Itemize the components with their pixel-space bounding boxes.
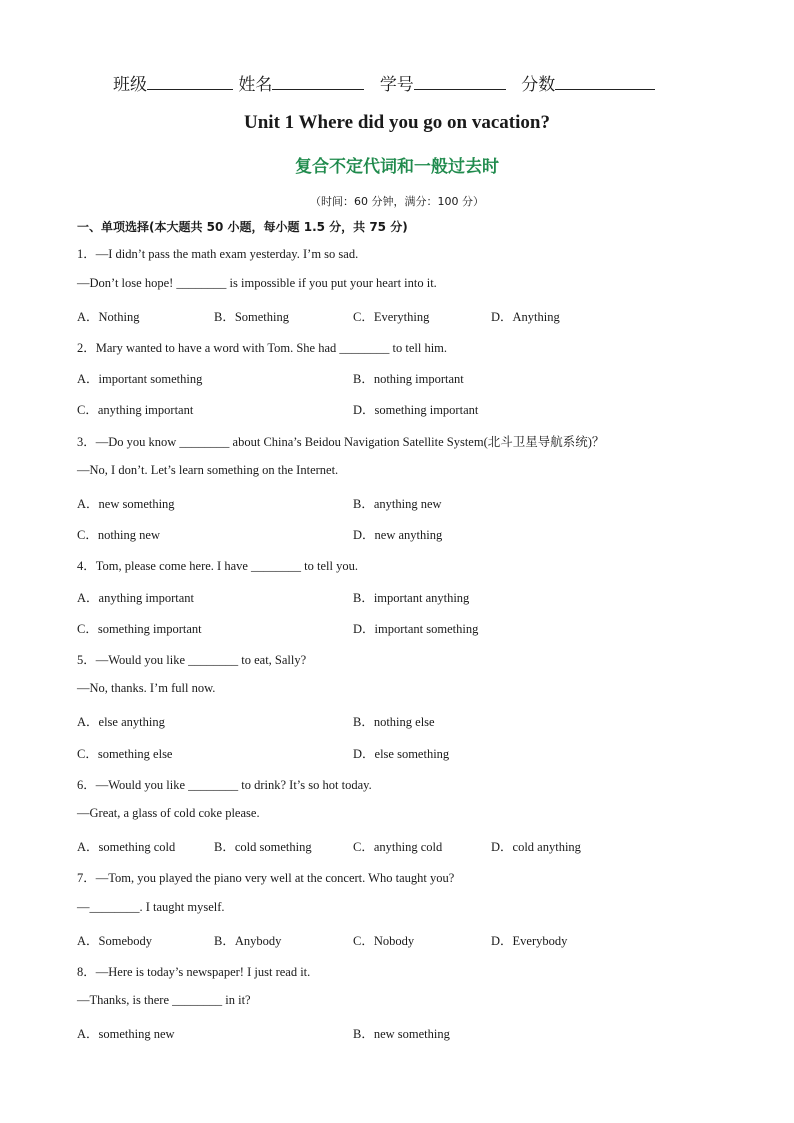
question-8-option-a[interactable]: A．something new (77, 1027, 175, 1041)
question-4-option-c[interactable]: C．something important (77, 622, 202, 636)
question-5-option-b[interactable]: B．nothing else (353, 715, 435, 729)
question-3-stem: 3．—Do you know ________ about China’s Beidou Navigation Satellite System(北斗卫星导航系统)？ (77, 435, 605, 449)
question-1-stem: 1．—I didn’t pass the math exam yesterday. I’m so sad. (77, 247, 359, 261)
class-label: 班级 (113, 75, 147, 95)
question-4-option-a[interactable]: A．anything important (77, 591, 194, 605)
question-8-reply: —Thanks, is there ________ in it? (77, 993, 251, 1007)
question-5-option-a[interactable]: A．else anything (77, 715, 165, 729)
question-4-stem: 4．Tom, please come here. I have ________ to tell you. (77, 559, 358, 573)
question-6-option-d[interactable]: D．cold anything (491, 840, 581, 854)
question-5-stem: 5．—Would you like ________ to eat, Sally? (77, 653, 307, 667)
id-blank[interactable] (414, 74, 506, 90)
question-7-option-b[interactable]: B．Anybody (214, 934, 282, 948)
question-2-option-b[interactable]: B．nothing important (353, 372, 464, 386)
page-subtitle: 复合不定代词和一般过去时 (295, 157, 499, 177)
id-label: 学号 (379, 75, 414, 95)
name-blank[interactable] (272, 74, 364, 90)
question-6-option-b[interactable]: B．cold something (214, 840, 312, 854)
question-1-option-a[interactable]: A．Nothing (77, 310, 140, 324)
question-6-stem: 6．—Would you like ________ to drink? It’s so hot today. (77, 778, 372, 792)
question-1-reply: —Don’t lose hope! ________ is impossible if you put your heart into it. (77, 276, 437, 290)
question-3-option-a[interactable]: A．new something (77, 497, 175, 511)
question-3-option-b[interactable]: B．anything new (353, 497, 442, 511)
question-2-stem: 2．Mary wanted to have a word with Tom. She had ________ to tell him. (77, 341, 448, 355)
question-3-reply: —No, I don’t. Let’s learn something on the Internet. (77, 463, 339, 477)
question-5-reply: —No, thanks. I’m full now. (77, 681, 216, 695)
section-heading: 一、单项选择(本大题共 50 小题，每小题 1.5 分，共 75 分) (77, 220, 408, 234)
question-7-reply: —________. I taught myself. (77, 900, 225, 914)
question-2-option-d[interactable]: D．something important (353, 403, 479, 417)
question-6-reply: —Great, a glass of cold coke please. (77, 806, 260, 820)
question-4-option-b[interactable]: B．important anything (353, 591, 470, 605)
name-label: 姓名 (238, 75, 273, 95)
question-8-stem: 8．—Here is today’s newspaper! I just read it. (77, 965, 311, 979)
question-1-option-d[interactable]: D．Anything (491, 310, 560, 324)
student-info-header (113, 70, 655, 95)
question-2-option-a[interactable]: A．important something (77, 372, 203, 386)
page-title: Unit 1 Where did you go on vacation? (244, 112, 550, 133)
question-1-option-c[interactable]: C．Everything (353, 310, 430, 324)
question-5-option-d[interactable]: D．else something (353, 747, 450, 761)
question-7-option-a[interactable]: A．Somebody (77, 934, 153, 948)
question-2-option-c[interactable]: C．anything important (77, 403, 194, 417)
question-3-option-c[interactable]: C．nothing new (77, 528, 160, 542)
question-7-option-c[interactable]: C．Nobody (353, 934, 415, 948)
question-8-option-b[interactable]: B．new something (353, 1027, 450, 1041)
question-7-stem: 7．—Tom, you played the piano very well at the concert. Who taught you? (77, 871, 455, 885)
exam-meta: （时间：60 分钟，满分：100 分） (310, 195, 484, 208)
question-3-option-d[interactable]: D．new anything (353, 528, 443, 542)
question-5-option-c[interactable]: C．something else (77, 747, 173, 761)
question-4-option-d[interactable]: D．important something (353, 622, 479, 636)
score-label: 分数 (521, 75, 556, 95)
question-7-option-d[interactable]: D．Everybody (491, 934, 568, 948)
question-1-option-b[interactable]: B．Something (214, 310, 290, 324)
score-blank[interactable] (555, 74, 655, 90)
class-blank[interactable] (147, 74, 233, 90)
question-6-option-a[interactable]: A．something cold (77, 840, 176, 854)
question-6-option-c[interactable]: C．anything cold (353, 840, 443, 854)
